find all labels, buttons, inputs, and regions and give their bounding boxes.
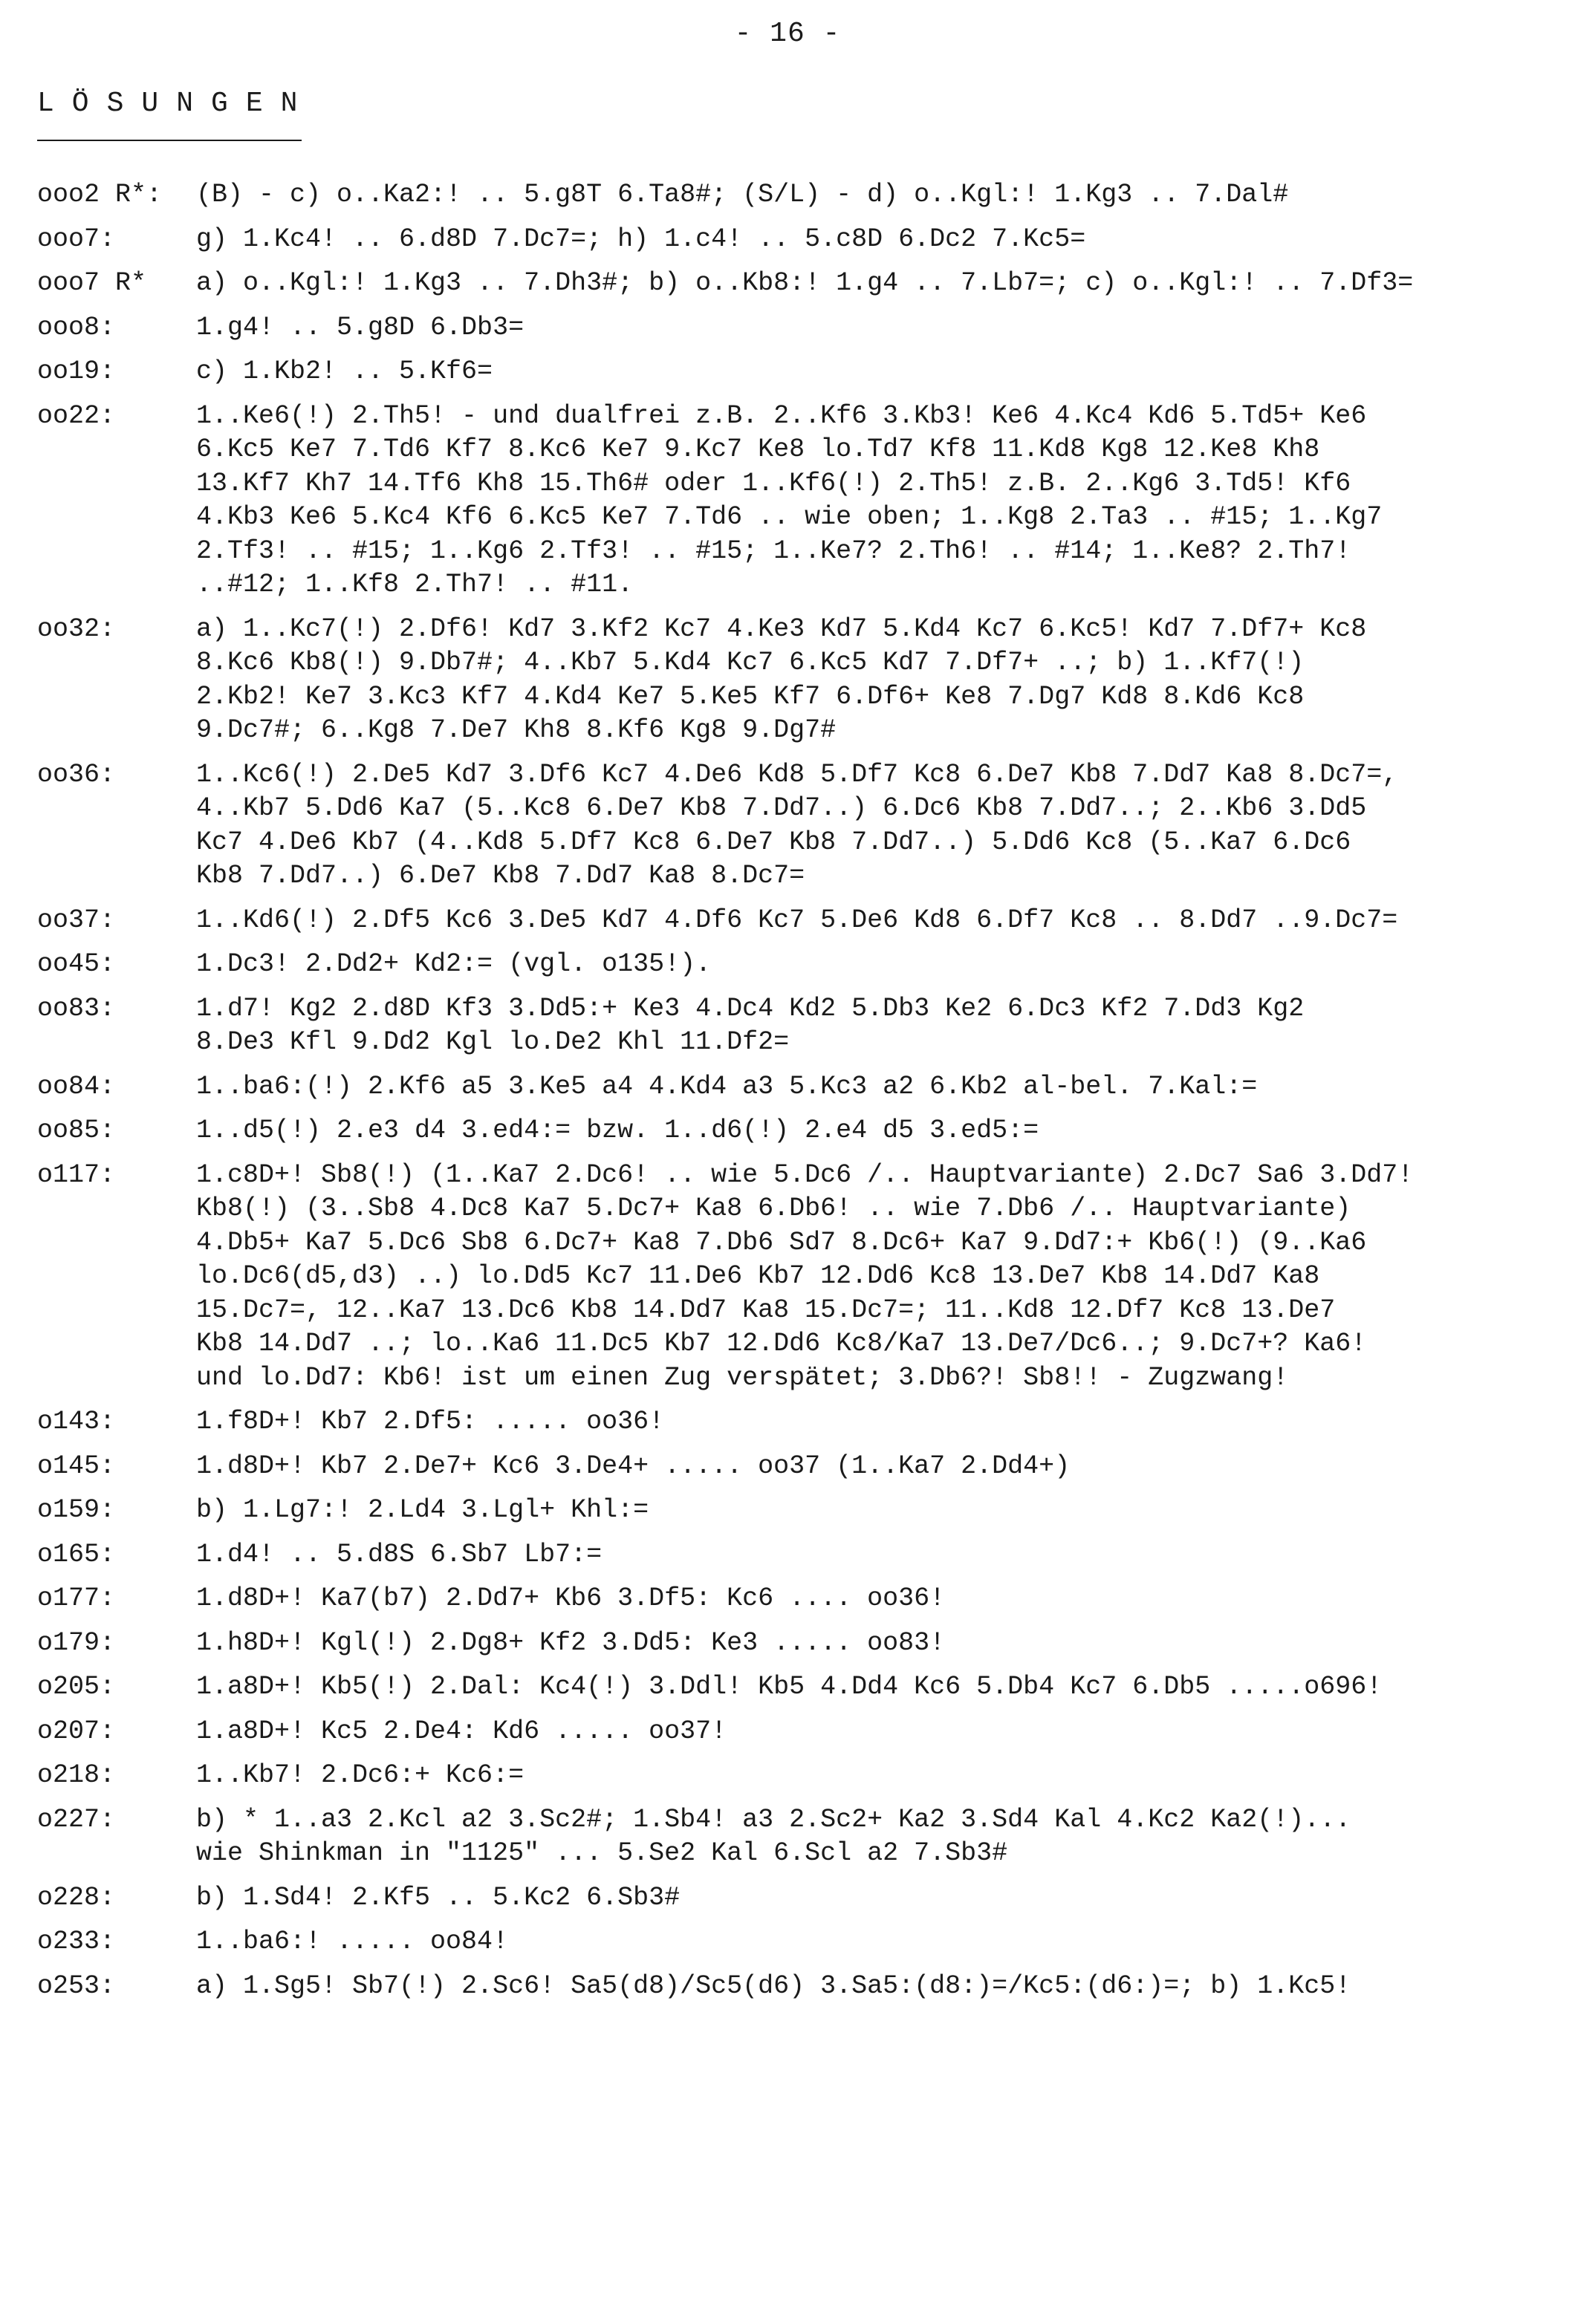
solution-entry	[37, 1494, 1553, 1528]
solution-line: Kb8 7.Dd7..) 6.De7 Kb8 7.Dd7 Ka8 8.Dc7=	[196, 861, 805, 891]
solution-line: b) 1.Sd4! 2.Kf5 .. 5.Kc2 6.Sb3#	[196, 1882, 681, 1913]
solution-text	[196, 178, 1553, 212]
solution-line: 1..ba6:(!) 2.Kf6 a5 3.Ke5 a4 4.Kd4 a3 5.Kc3 a2 6.Kb2 al-bel. 7.Kal:=	[196, 1071, 1258, 1101]
solution-entry	[37, 1405, 1553, 1439]
solution-text	[196, 1925, 1553, 1959]
solution-id: oo32:	[37, 613, 116, 644]
solution-line: 1.g4! .. 5.g8D 6.Db3=	[196, 312, 525, 342]
solution-text	[196, 758, 1553, 894]
solution-line: 15.Dc7=, 12..Ka7 13.Dc6 Kb8 14.Dd7 Ka8 15.Dc7=; 11..Kd8 12.Df7 Kc8 13.De7	[196, 1295, 1336, 1325]
solution-id: o177:	[37, 1583, 116, 1613]
solution-entry	[37, 613, 1553, 748]
solution-text	[196, 1881, 1553, 1915]
solution-id: o227:	[37, 1804, 116, 1835]
solution-line: g) 1.Kc4! .. 6.d8D 7.Dc7=; h) 1.c4! .. 5.c8D 6.Dc2 7.Kc5=	[196, 224, 1086, 254]
solution-line: 1.Dc3! 2.Dd2+ Kd2:= (vgl. o135!).	[196, 949, 712, 979]
solution-id: o233:	[37, 1927, 116, 1956]
section-title: LÖSUNGEN	[37, 88, 316, 120]
solution-id: oo84:	[37, 1071, 116, 1101]
solution-entry	[37, 223, 1553, 257]
solution-text	[196, 267, 1553, 301]
title-underline	[37, 140, 302, 141]
solution-entry	[37, 1450, 1553, 1484]
solution-line: wie Shinkman in "1125" ... 5.Se2 Kal 6.Scl a2 7.Sb3#	[196, 1838, 1008, 1868]
solution-line: 1..Kb7! 2.Dc6:+ Kc6:=	[196, 1760, 525, 1790]
solution-entry	[37, 267, 1553, 301]
solution-line: Kc7 4.De6 Kb7 (4..Kd8 5.Df7 Kc8 6.De7 Kb8 7.Dd7..) 5.Dd6 Kc8 (5..Ka7 6.Dc6	[196, 827, 1351, 857]
solution-text	[196, 1070, 1553, 1104]
solution-line: 1..ba6:! ..... oo84!	[196, 1927, 509, 1956]
solution-id: oo37:	[37, 905, 116, 935]
solution-line: 6.Kc5 Ke7 7.Td6 Kf7 8.Kc6 Ke7 9.Kc7 Ke8 lo.Td7 Kf8 11.Kd8 Kg8 12.Ke8 Kh8	[196, 434, 1320, 464]
solution-line: 1..Kd6(!) 2.Df5 Kc6 3.De5 Kd7 4.Df6 Kc7 5.De6 Kd8 6.Df7 Kc8 .. 8.Dd7 ..9.Dc7=	[196, 905, 1398, 935]
solution-line: 13.Kf7 Kh7 14.Tf6 Kh8 15.Th6# oder 1..Kf6(!) 2.Th5! z.B. 2..Kg6 3.Td5! Kf6	[196, 468, 1351, 498]
solution-text	[196, 1450, 1553, 1484]
solution-entry	[37, 1538, 1553, 1572]
solution-line: lo.Dc6(d5,d3) ..) lo.Dd5 Kc7 11.De6 Kb7 12.Dd6 Kc8 13.De7 Kb8 14.Dd7 Ka8	[196, 1261, 1320, 1291]
solution-entry	[37, 1925, 1553, 1959]
solution-entry	[37, 1627, 1553, 1661]
solution-id: oo22:	[37, 400, 116, 431]
solution-entry	[37, 1881, 1553, 1915]
solution-line: b) * 1..a3 2.Kcl a2 3.Sc2#; 1.Sb4! a3 2.Sc2+ Ka2 3.Sd4 Kal 4.Kc2 Ka2(!)...	[196, 1804, 1351, 1835]
solution-text	[196, 1159, 1553, 1396]
solution-text	[196, 1494, 1553, 1528]
solution-entry	[37, 178, 1553, 212]
solution-id: oo19:	[37, 357, 116, 386]
solution-entry	[37, 1970, 1553, 2004]
solution-line: ..#12; 1..Kf8 2.Th7! .. #11.	[196, 570, 634, 599]
solution-text	[196, 355, 1553, 389]
solution-entry	[37, 758, 1553, 894]
solution-id: o218:	[37, 1760, 116, 1790]
solution-line: 1.d8D+! Kb7 2.De7+ Kc6 3.De4+ ..... oo37 (1..Ka7 2.Dd4+)	[196, 1451, 1071, 1481]
solution-entry	[37, 1759, 1553, 1793]
solution-line: 1..Kc6(!) 2.De5 Kd7 3.Df6 Kc7 4.De6 Kd8 5.Df7 Kc8 6.De7 Kb8 7.Dd7 Ka8 8.Dc7=,	[196, 759, 1398, 790]
solution-id: ooo7:	[37, 224, 116, 254]
solution-text	[196, 1803, 1553, 1871]
solution-text	[196, 1582, 1553, 1616]
solution-line: 4.Kb3 Ke6 5.Kc4 Kf6 6.Kc5 Ke7 7.Td6 .. wie oben; 1..Kg8 2.Ta3 .. #15; 1..Kg7	[196, 502, 1383, 532]
solution-line: a) o..Kgl:! 1.Kg3 .. 7.Dh3#; b) o..Kb8:! 1.g4 .. 7.Lb7=; c) o..Kgl:! .. 7.Df3=	[196, 268, 1414, 298]
solution-line: 9.Dc7#; 6..Kg8 7.De7 Kh8 8.Kf6 Kg8 9.Dg7#	[196, 715, 837, 745]
solution-entry	[37, 311, 1553, 345]
solution-text	[196, 1715, 1553, 1749]
solution-text	[196, 311, 1553, 345]
solution-line: 4..Kb7 5.Dd6 Ka7 (5..Kc8 6.De7 Kb8 7.Dd7..) 6.Dc6 Kb8 7.Dd7..; 2..Kb6 3.Dd5	[196, 793, 1367, 823]
solution-id: o179:	[37, 1627, 116, 1658]
solution-id: oo36:	[37, 759, 116, 790]
solution-entry	[37, 904, 1553, 938]
solution-id: o205:	[37, 1672, 116, 1702]
solution-entry	[37, 992, 1553, 1060]
solution-line: 4.Db5+ Ka7 5.Dc6 Sb8 6.Dc7+ Ka8 7.Db6 Sd7 8.Dc6+ Ka7 9.Dd7:+ Kb6(!) (9..Ka6	[196, 1227, 1367, 1257]
solution-id: o143:	[37, 1407, 116, 1436]
solution-line: und lo.Dd7: Kb6! ist um einen Zug verspätet; 3.Db6?! Sb8!! - Zugzwang!	[196, 1362, 1289, 1393]
solution-line: 1.d7! Kg2 2.d8D Kf3 3.Dd5:+ Ke3 4.Dc4 Kd2 5.Db3 Ke2 6.Dc3 Kf2 7.Dd3 Kg2	[196, 993, 1305, 1023]
solution-text	[196, 400, 1553, 602]
solution-line: a) 1.Sg5! Sb7(!) 2.Sc6! Sa5(d8)/Sc5(d6) 3.Sa5:(d8:)=/Kc5:(d6:)=; b) 1.Kc5!	[196, 1970, 1351, 2001]
solution-text	[196, 992, 1553, 1060]
solution-text	[196, 1114, 1553, 1148]
solution-text	[196, 223, 1553, 257]
solution-line: Kb8(!) (3..Sb8 4.Dc8 Ka7 5.Dc7+ Ka8 6.Db6! .. wie 7.Db6 /.. Hauptvariante)	[196, 1194, 1351, 1223]
solution-text	[196, 1759, 1553, 1793]
solution-line: 1.h8D+! Kgl(!) 2.Dg8+ Kf2 3.Dd5: Ke3 ..... oo83!	[196, 1627, 946, 1658]
solution-line: Kb8 14.Dd7 ..; lo..Ka6 11.Dc5 Kb7 12.Dd6 Kc8/Ka7 13.De7/Dc6..; 9.Dc7+? Ka6!	[196, 1329, 1367, 1358]
solution-line: (B) - c) o..Ka2:! .. 5.g8T 6.Ta8#; (S/L) - d) o..Kgl:! 1.Kg3 .. 7.Dal#	[196, 180, 1289, 209]
solution-entry	[37, 355, 1553, 389]
solution-text	[196, 1405, 1553, 1439]
solution-id: o159:	[37, 1495, 116, 1525]
solution-entry	[37, 1582, 1553, 1616]
solution-id: oo83:	[37, 993, 116, 1023]
solution-line: 1..d5(!) 2.e3 d4 3.ed4:= bzw. 1..d6(!) 2.e4 d5 3.ed5:=	[196, 1116, 1039, 1145]
solution-line: 1.d4! .. 5.d8S 6.Sb7 Lb7:=	[196, 1539, 603, 1569]
solution-text	[196, 1538, 1553, 1572]
solution-id: o145:	[37, 1451, 116, 1481]
solution-entry	[37, 400, 1553, 602]
solution-line: b) 1.Lg7:! 2.Ld4 3.Lgl+ Khl:=	[196, 1495, 649, 1525]
solution-id: ooo8:	[37, 312, 116, 342]
solution-line: 1.a8D+! Kc5 2.De4: Kd6 ..... oo37!	[196, 1716, 727, 1746]
solution-entry	[37, 1114, 1553, 1148]
solution-entry	[37, 1070, 1553, 1104]
solution-entry	[37, 1670, 1553, 1705]
solution-id: o253:	[37, 1970, 116, 2001]
solution-id: oo85:	[37, 1116, 116, 1145]
solution-line: 1..Ke6(!) 2.Th5! - und dualfrei z.B. 2..Kf6 3.Kb3! Ke6 4.Kc4 Kd6 5.Td5+ Ke6	[196, 400, 1367, 431]
solutions-list	[37, 178, 1553, 2014]
solution-text	[196, 613, 1553, 748]
solution-line: 1.d8D+! Ka7(b7) 2.Dd7+ Kb6 3.Df5: Kc6 .... oo36!	[196, 1583, 946, 1613]
solution-line: 1.f8D+! Kb7 2.Df5: ..... oo36!	[196, 1407, 665, 1436]
solution-line: c) 1.Kb2! .. 5.Kf6=	[196, 357, 493, 386]
solution-entry	[37, 1803, 1553, 1871]
solution-text	[196, 1627, 1553, 1661]
solution-id: ooo2 R*:	[37, 180, 163, 209]
solution-entry	[37, 1715, 1553, 1749]
solution-line: 2.Kb2! Ke7 3.Kc3 Kf7 4.Kd4 Ke7 5.Ke5 Kf7 6.Df6+ Ke8 7.Dg7 Kd8 8.Kd6 Kc8	[196, 681, 1305, 712]
solution-id: oo45:	[37, 949, 116, 979]
solution-id: o165:	[37, 1539, 116, 1569]
solution-line: 2.Tf3! .. #15; 1..Kg6 2.Tf3! .. #15; 1..Ke7? 2.Th6! .. #14; 1..Ke8? 2.Th7!	[196, 536, 1351, 566]
solution-id: o228:	[37, 1882, 116, 1913]
solution-line: 8.Kc6 Kb8(!) 9.Db7#; 4..Kb7 5.Kd4 Kc7 6.Kc5 Kd7 7.Df7+ ..; b) 1..Kf7(!)	[196, 648, 1305, 677]
solution-line: a) 1..Kc7(!) 2.Df6! Kd7 3.Kf2 Kc7 4.Ke3 Kd7 5.Kd4 Kc7 6.Kc5! Kd7 7.Df7+ Kc8	[196, 613, 1367, 644]
solution-id: o207:	[37, 1716, 116, 1746]
solution-entry	[37, 948, 1553, 982]
solution-entry	[37, 1159, 1553, 1396]
solution-id: o117:	[37, 1159, 116, 1190]
solution-line: 1.c8D+! Sb8(!) (1..Ka7 2.Dc6! .. wie 5.Dc6 /.. Hauptvariante) 2.Dc7 Sa6 3.Dd7!	[196, 1159, 1414, 1190]
solution-text	[196, 1670, 1553, 1705]
solution-id: ooo7 R*	[37, 268, 147, 298]
solution-line: 1.a8D+! Kb5(!) 2.Dal: Kc4(!) 3.Ddl! Kb5 4.Dd4 Kc6 5.Db4 Kc7 6.Db5 .....o696!	[196, 1672, 1383, 1702]
solution-text	[196, 904, 1553, 938]
page-number: - 16 -	[734, 18, 841, 50]
solution-line: 8.De3 Kfl 9.Dd2 Kgl lo.De2 Khl 11.Df2=	[196, 1027, 790, 1057]
solution-text	[196, 1970, 1553, 2004]
solution-text	[196, 948, 1553, 982]
